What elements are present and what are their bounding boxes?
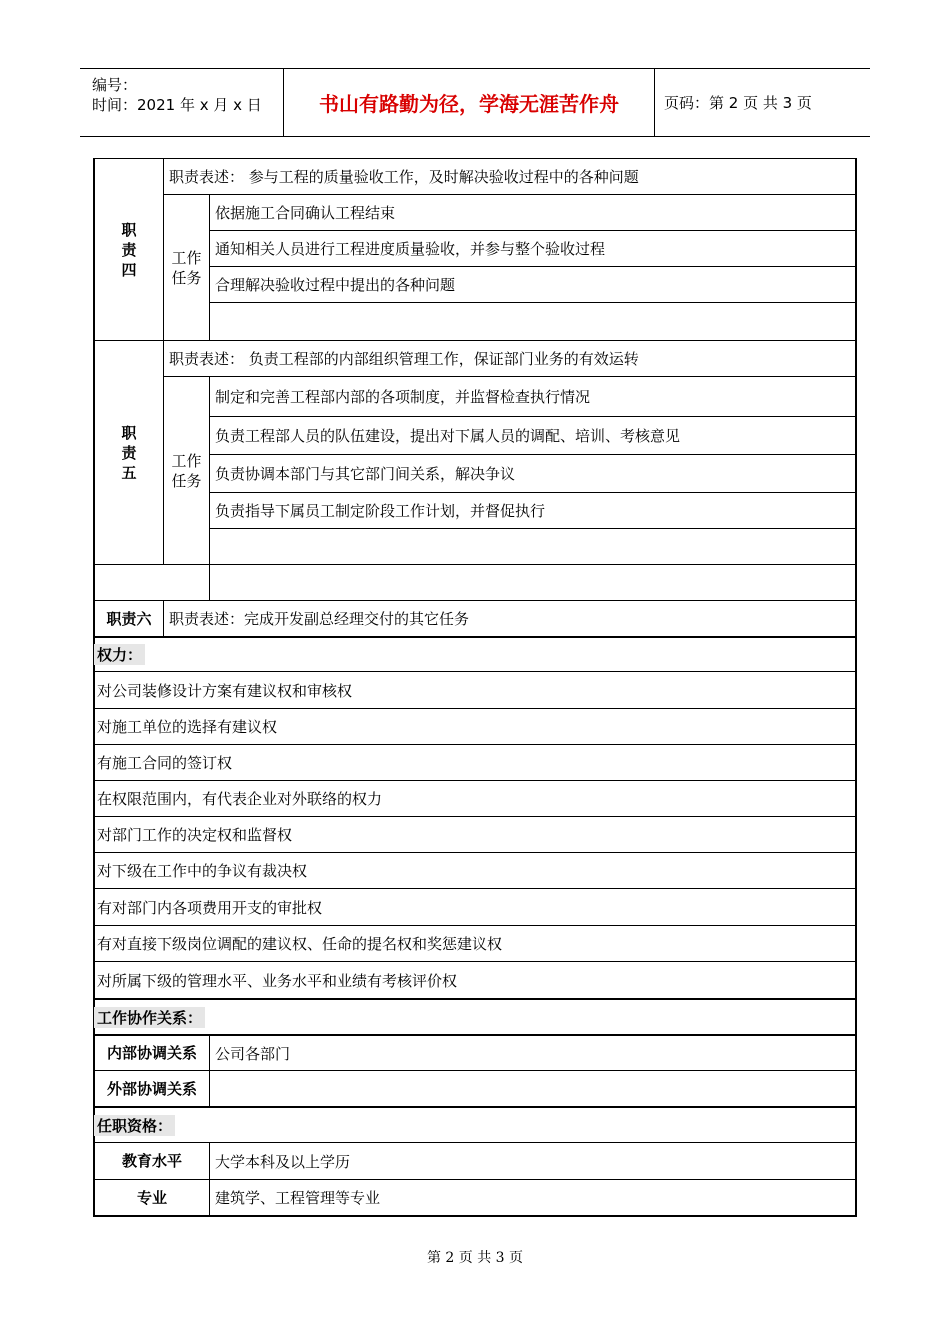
motto: 书山有路勤为径，学海无涯苦作舟	[283, 69, 655, 136]
internal-coordination-value: 公司各部门	[215, 1044, 291, 1063]
powers-title-text: 权力：	[94, 644, 145, 665]
duty5-task: 制定和完善工程部内部的各项制度，并监督检查执行情况	[215, 388, 591, 406]
duty4-task: 依据施工合同确认工程结束	[215, 204, 396, 222]
duty5-task: 负责协调本部门与其它部门间关系，解决争议	[215, 465, 516, 483]
major-value: 建筑学、工程管理等专业	[215, 1189, 381, 1207]
duty4-task	[210, 303, 855, 340]
power-item: 在权限范围内，有代表企业对外联络的权力	[97, 790, 383, 808]
duty4-label	[95, 159, 163, 340]
qualifications-title-text: 任职资格：	[94, 1115, 175, 1136]
power-item: 有施工合同的签订权	[97, 754, 233, 772]
header-meta	[80, 69, 280, 136]
duty4-description: 职责表述： 参与工程的质量验收工作，及时解决验收过程中的各种问题	[169, 168, 639, 186]
duty4-tasks-label	[164, 195, 209, 340]
cooperation-title-text: 工作协作关系：	[94, 1007, 205, 1028]
duty5-label	[95, 341, 163, 564]
power-item: 对下级在工作中的争议有裁决权	[97, 862, 308, 880]
duty6-description: 职责表述：完成开发副总经理交付的其它任务	[169, 610, 470, 628]
education-value: 大学本科及以上学历	[215, 1152, 351, 1171]
duty5-label-text: 职责五	[121, 423, 137, 482]
external-coordination-value	[210, 1071, 855, 1106]
education-label: 教育水平	[121, 1152, 182, 1170]
duty5-description: 职责表述： 负责工程部的内部组织管理工作，保证部门业务的有效运转	[169, 350, 639, 368]
duty5-task: 负责工程部人员的队伍建设，提出对下属人员的调配、培训、考核意见	[215, 427, 681, 445]
internal-coordination-label: 内部协调关系	[106, 1044, 197, 1062]
external-coordination-label: 外部协调关系	[106, 1079, 197, 1098]
page-footer: 第 2 页 共 3 页	[426, 1250, 524, 1266]
duty5-task	[210, 529, 855, 564]
power-item: 对部门工作的决定权和监督权	[97, 826, 293, 844]
duty4-tasks-label-text: 工作任务	[171, 248, 202, 287]
cooperation-title	[94, 1000, 205, 1034]
page-header	[80, 68, 870, 137]
power-item: 对所属下级的管理水平、业务水平和业绩有考核评价权	[97, 971, 458, 990]
duty4-task: 合理解决验收过程中提出的各种问题	[215, 276, 456, 294]
power-item: 对施工单位的选择有建议权	[97, 718, 278, 736]
power-item: 有对直接下级岗位调配的建议权、任命的提名权和奖惩建议权	[97, 935, 503, 953]
power-item: 有对部门内各项费用开支的审批权	[97, 898, 323, 917]
duty5-tasks-label	[164, 377, 209, 564]
qualifications-title	[94, 1108, 175, 1142]
duty6-label: 职责六	[106, 609, 152, 628]
page-label: 页码：第 2 页 共 3 页	[664, 94, 812, 112]
power-item: 对公司装修设计方案有建议权和审核权	[97, 681, 353, 700]
date-label: 时间：2021 年 x 月 x 日	[92, 96, 262, 114]
powers-title	[94, 638, 145, 671]
duty5-task: 负责指导下属员工制定阶段工作计划，并督促执行	[215, 502, 546, 520]
number-label: 编号：	[92, 76, 138, 94]
duty4-label-text: 职责四	[121, 220, 137, 279]
duty4-task: 通知相关人员进行工程进度质量验收，并参与整个验收过程	[215, 240, 606, 258]
duty5-tasks-label-text: 工作任务	[171, 451, 202, 490]
major-label: 专业	[136, 1188, 167, 1207]
